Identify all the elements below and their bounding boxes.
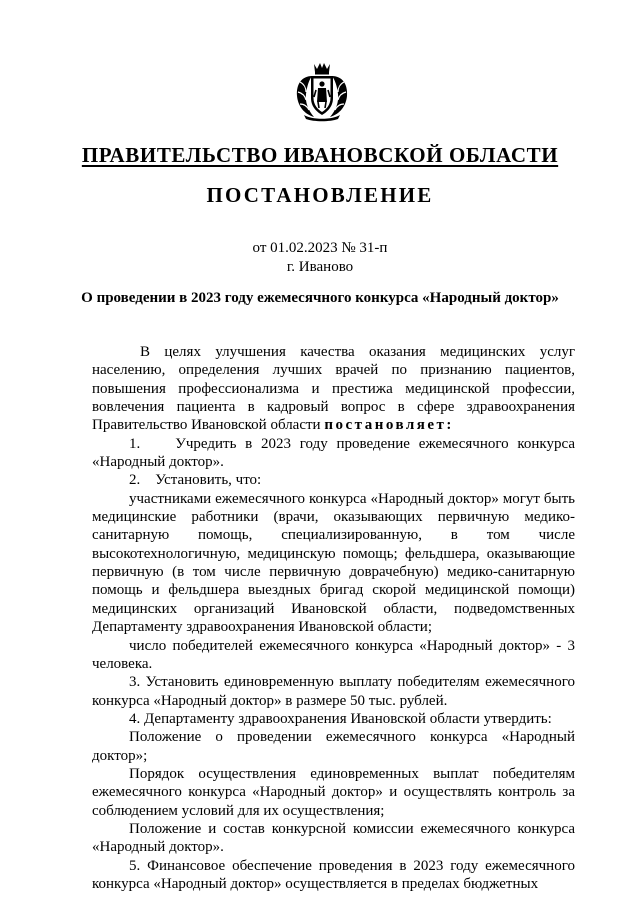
resolves-phrase: постановляет:: [324, 417, 454, 434]
intro-text: В целях улучшения качества оказания медицинских услуг населению, определения лучших врачей по признанию пациентов, повышения профессионализма и престижа медицинской профессии, вовлечения пациента в кадровый вопрос в сфере здравоохранения Правительство Ивановской области: [92, 344, 575, 434]
item-4-regulation: Положение о проведении ежемесячного конкурса «Народный доктор»;: [92, 729, 575, 764]
item-5: 5. Финансовое обеспечение проведения в 2023 году ежемесячного конкурса «Народный доктор» осуществляется в пределах бюджетных: [92, 857, 575, 892]
item-4-payment-procedure: Порядок осуществления единовременных выплат победителям ежемесячного конкурса «Народный доктор» и осуществлять контроль за соблюдением условий для их осуществления;: [92, 765, 575, 819]
document-title: О проведении в 2023 году ежемесячного конкурса «Народный доктор»: [81, 290, 559, 306]
coat-of-arms-icon: [294, 62, 350, 122]
item-3: 3. Установить единовременную выплату победителям ежемесячного конкурса «Народный доктор» в размере 50 тыс. рублей.: [92, 674, 575, 709]
item-1: 1. Учредить в 2023 году проведение ежемесячного конкурса «Народный доктор».: [92, 435, 575, 471]
item-2-winners-count: число победителей ежемесячного конкурса «Народный доктор» - 3 человека.: [92, 637, 575, 672]
document-type-heading: ПОСТАНОВЛЕНИЕ: [206, 183, 434, 207]
date-number: от 01.02.2023 № 31-п: [252, 240, 388, 256]
document-body: [92, 343, 575, 893]
government-heading: ПРАВИТЕЛЬСТВО ИВАНОВСКОЙ ОБЛАСТИ: [81, 143, 559, 167]
item-2: 2. Установить, что:: [129, 472, 262, 489]
item-4-commission: Положение и состав конкурсной комиссии ежемесячного конкурса «Народный доктор».: [92, 820, 575, 856]
item-2-participants: участниками ежемесячного конкурса «Народный доктор» могут быть медицинские работники (врачи, оказывающих первичную медико-санитарную помощь, специализированную, в том числе высокотехнологичную, медицинскую помощь; фельдшера, оказывающие первичную (в том числе первичную доврачебную) медико-санитарную помощь и фельдшера выездных бригад скорой медицинской помощи) медицинских организаций Ивановской области, подведомственных Департаменту здравоохранения Ивановской области;: [92, 490, 575, 636]
item-4: 4. Департаменту здравоохранения Ивановской области утвердить:: [129, 710, 552, 727]
intro-paragraph: [92, 343, 575, 435]
city: г. Иваново: [286, 259, 354, 275]
